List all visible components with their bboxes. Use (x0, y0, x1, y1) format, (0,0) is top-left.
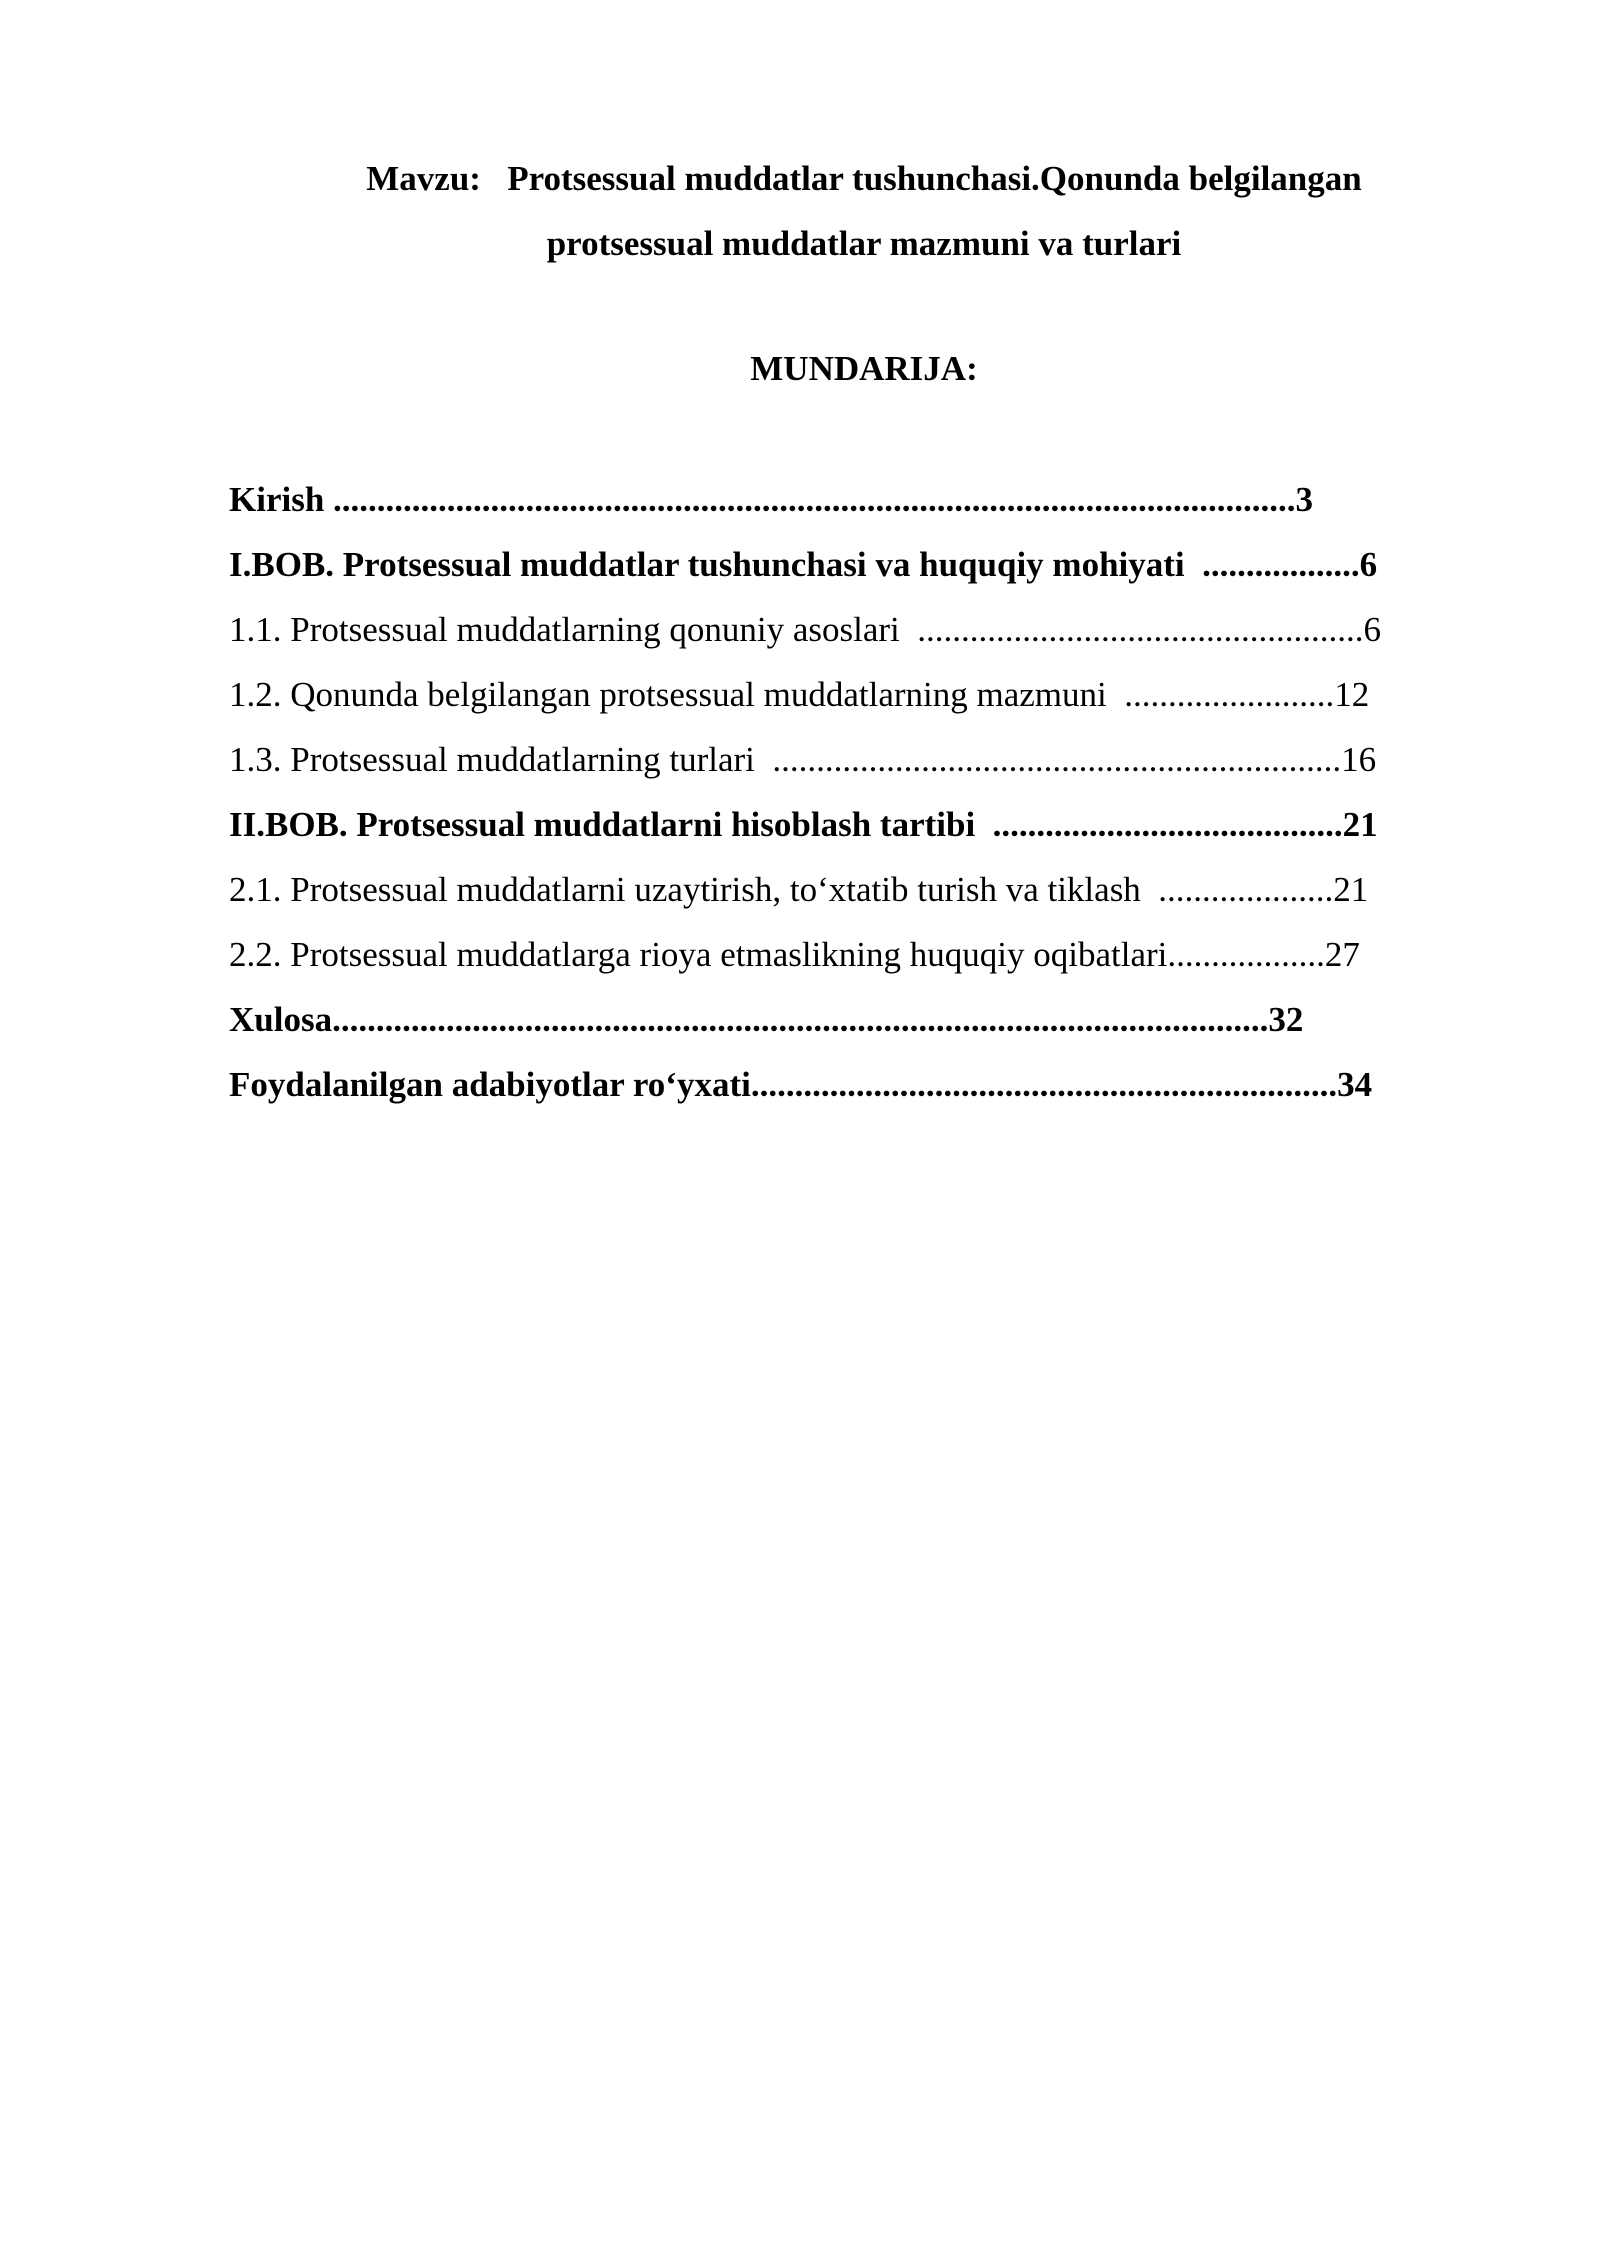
toc-entry-section-1-3: 1.3. Protsessual muddatlarning turlari .................................................................16 (229, 740, 1377, 779)
toc-entry-section-1-1: 1.1. Protsessual muddatlarning qonuniy asoslari ...................................................6 (229, 610, 1382, 649)
toc-entry-section-2-2: 2.2. Protsessual muddatlarga rioya etmaslikning huquqiy oqibatlari..................27 (229, 935, 1360, 974)
toc-entry-section-2-1: 2.1. Protsessual muddatlarni uzaytirish, to‘xtatib turish va tiklash ....................21 (229, 870, 1369, 909)
toc-entry-section-1-2: 1.2. Qonunda belgilangan protsessual muddatlarning mazmuni ........................12 (229, 675, 1370, 714)
table-of-contents (229, 473, 1479, 1123)
toc-entry-chapter-2: II.BOB. Protsessual muddatlarni hisoblash tartibi ........................................21 (229, 805, 1378, 844)
topic-heading (0, 146, 1600, 276)
topic-line-1: Mavzu: Protsessual muddatlar tushunchasi.Qonunda belgilangan (366, 159, 1362, 198)
toc-entry-xulosa: Xulosa...........................................................................................................32 (229, 1000, 1304, 1039)
toc-title: MUNDARIJA: (750, 349, 978, 388)
toc-entry-chapter-1: I.BOB. Protsessual muddatlar tushunchasi va huquqiy mohiyati ..................6 (229, 545, 1378, 584)
toc-entry-references: Foydalanilgan adabiyotlar ro‘yxati...................................................................34 (229, 1065, 1373, 1104)
toc-entry-kirish: Kirish ..............................................................................................................3 (229, 480, 1314, 519)
topic-line-2: protsessual muddatlar mazmuni va turlari (546, 224, 1182, 263)
